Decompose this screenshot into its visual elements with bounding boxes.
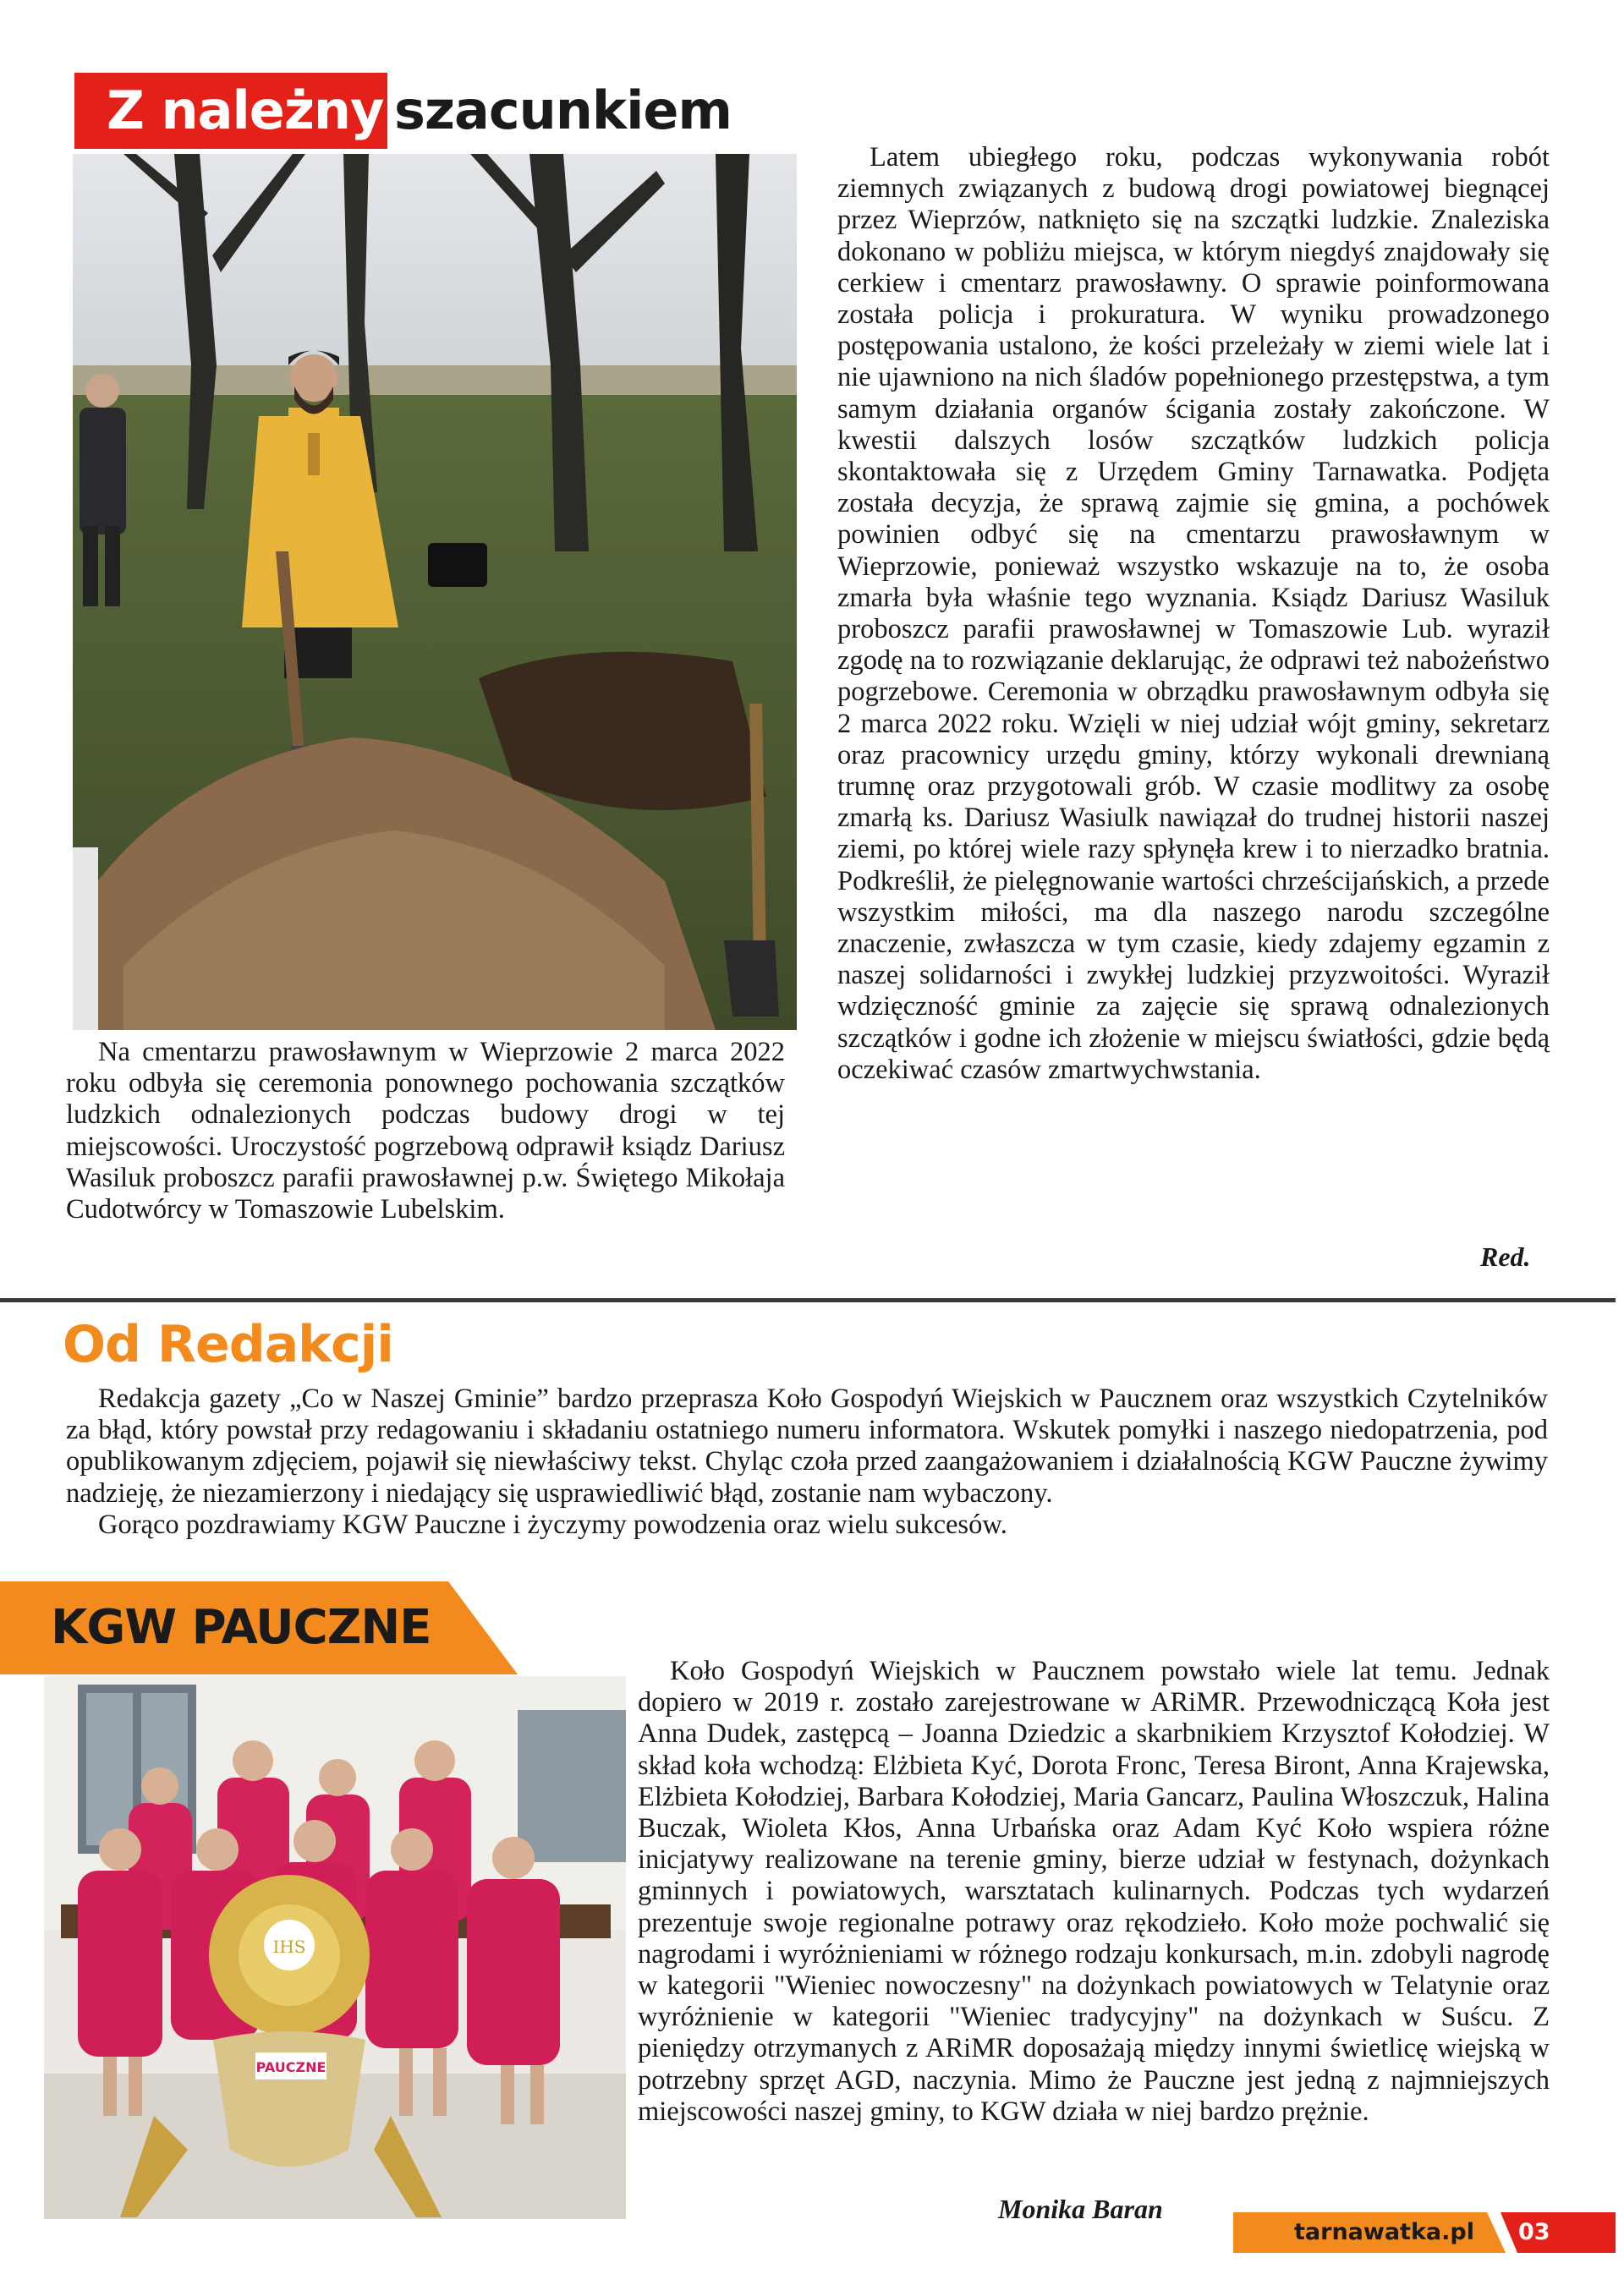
editorial-paragraph-1: Redakcja gazety „Co w Naszej Gminie” bardzo przeprasza Koło Gospodyń Wiejskich w Paucznem oraz wszystkich Czytelników za błąd, który powstał przy redagowaniu i składaniu ostatniego numeru informatora. Wskutek pomyłki i naszego niedopatrzenia, pod opublikowanym zdjęciem, pojawił się niewłaściwy tekst. Chyląc czoła przed zaangażowaniem i działalnością KGW Pauczne żywimy nadzieję, że niezamierzony i niedający się usprawiedliwić błąd, zostanie nam wybaczony. [66, 1384, 1548, 1509]
kgw-article-body [638, 1656, 1550, 2128]
wreath-sign-text: PAUCZNE [255, 2059, 326, 2075]
article-paragraph: Latem ubiegłego roku, podczas wykonywania robót ziemnych związanych z budową drogi powiatowej biegnącej przez Wieprzów, natknięto się na szczątki ludzkie. Znaleziska dokonano w pobliżu miejsca, w którym niegdyś znajdowały się cerkiew i cmentarz prawosławny. O sprawie poinformowana została policja i prokuratura. W wyniku prowadzonego postępowania ustalono, że kości przeleżały w ziemi wiele lat i nie ujawniono na nich śladów popełnionego przestępstwa, a tym samym działania organów ścigania zostały zakończone. W kwestii dalszych losów szczątków ludzkich policja skontaktowała się z Urzędem Gminy Tarnawatka. Podjęta została decyzja, że sprawą zajmie się gmina, a pochówek powinien odbyć się na cmentarzu prawosławnym w Wieprzowie, ponieważ wszystko wskazuje na to, że osoba zmarła była właśnie tego wyznania. Ksiądz Dariusz Wasiluk proboszcz parafii prawosławnej w Tomaszowie Lub. wyraził zgodę na to rozwiązanie deklarując, że odprawi też nabożeństwo pogrzebowe. Ceremonia w obrządku prawosławnym odbyła się 2 marca 2022 roku. Wzięli w niej udział wójt gminy, sekretarz oraz pracownicy urzędu gminy, którzy wykonali drewnianą trumnę oraz przygotowali grób. W czasie modlitwy za osobę zmarłą ks. Dariusz Wasiulk nawiązał do trudnej historii naszej ziemi, po której wiele razy spłynęła krew i to nierzadko bratnia. Podkreślił, że pielęgnowanie wartości chrześcijańskich, a przede wszystkim miłości, ma dla naszego narodu szczególne znaczenie, zwłaszcza w tym czasie, kiedy zdajemy egzamin z naszej solidarności i zwykłej ludzkiej przyzwoitości. Wyraził wdzięczność gminie za zajęcie się sprawą odnalezionych szczątków i godne ich złożenie w miejscu światłości, gdzie będą oczekiwać czasów zmartwychwstania. [837, 142, 1550, 1085]
photo-caption [66, 1037, 785, 1225]
kgw-group-photo [44, 1676, 626, 2219]
article-title-part2: szacunkiem [394, 79, 732, 141]
article-body [837, 142, 1550, 1086]
burial-ceremony-photo [73, 154, 797, 1030]
section-divider [0, 1298, 1616, 1302]
editorial-paragraph-2: Gorąco pozdrawiamy KGW Pauczne i życzymy powodzenia oraz wielu sukcesów. [98, 1509, 1007, 1540]
kgw-article-paragraph: Koło Gospodyń Wiejskich w Paucznem powstało wiele lat temu. Jednak dopiero w 2019 r. zostało zarejestrowane w ARiMR. Przewodniczącą Koła jest Anna Dudek, zastępcą – Joanna Dziedzic a skarbnikiem Krzysztof Kołodziej. W skład koła wchodzą: Elżbieta Kyć, Dorota Fronc, Teresa Biront, Anna Krajewska, Elżbieta Kołodziej, Barbara Kołodziej, Maria Gancarz, Paulina Włoszczuk, Halina Buczak, Wioleta Kłos, Anna Urbańska oraz Adam Kyć Koło wspiera różne inicjatywy realizowane na terenie gminy, bierze udział w festynach, dożynkach gminnych i powiatowych, warsztatach kulinarnych. Podczas tych wydarzeń prezentuje swoje regionalne potrawy oraz rękodzieło. Koło może pochwalić się nagrodami i wyróżnieniami w różnego rodzaju konkursach, m.in. zdobyli nagrodę w kategorii "Wieniec nowoczesny" na dożynkach powiatowych w Telatynie oraz wyróżnienie w kategorii "Wieniec tradycyjny" na dożynkach w Suścu. Z pieniędzy otrzymanych z ARiMR doposażają między innymi świetlicę wiejską w potrzebny sprzęt AGD, naczynia. Mimo że Pauczne jest jedną z najmniejszych miejscowości naszej gminy, to KGW działa w niej bardzo prężnie. [638, 1656, 1550, 2127]
article-title-part1: Z należnym [107, 79, 438, 141]
editorial-note [66, 1384, 1548, 1541]
section-title: Od Redakcji [63, 1315, 393, 1374]
wreath-emblem-text: IHS [272, 1937, 306, 1957]
kgw-article-signature: Monika Baran [998, 2194, 1163, 2224]
section-title: KGW PAUCZNE [51, 1600, 431, 1655]
article-signature: Red. [1480, 1241, 1531, 1272]
caption-text: Na cmentarzu prawosławnym w Wieprzowie 2 marca 2022 roku odbyła się ceremonia ponownego pochowania szczątków ludzkich odnalezionych podczas budowy drogi w tej miejscowości. Uroczystość pogrzebową odprawił ksiądz Dariusz Wasiluk proboszcz parafii prawosławnej p.w. Świętego Mikołaja Cudotwórcy w Tomaszowie Lubelskim. [66, 1037, 785, 1225]
footer-website: tarnawatka.pl [1294, 2219, 1474, 2245]
page-number: 03 [1518, 2219, 1550, 2245]
